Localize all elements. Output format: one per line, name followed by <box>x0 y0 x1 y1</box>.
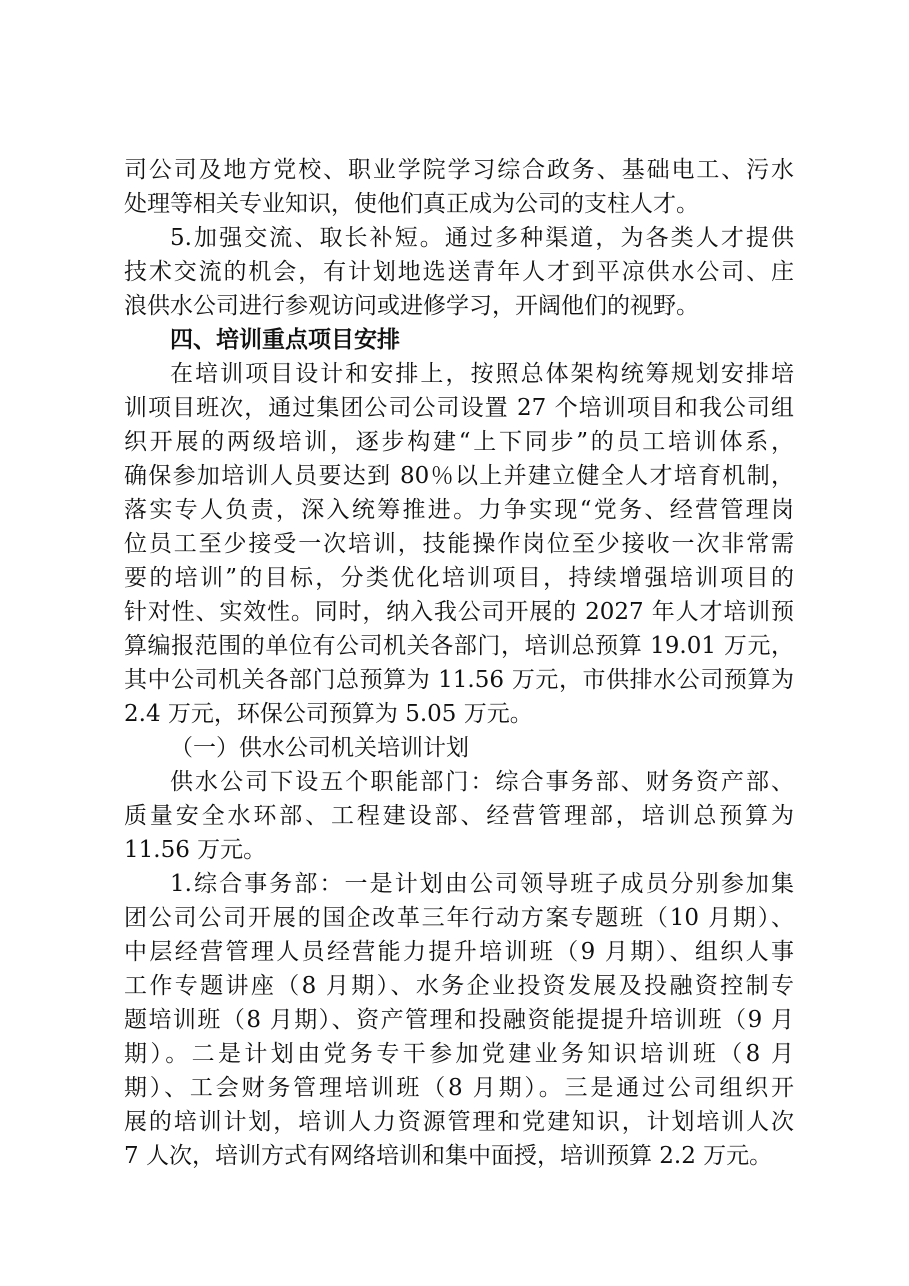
para5-line: 中层经营管理人员经营能力提升培训班（9 月期）、组织人事 <box>124 939 794 965</box>
para2-line: 浪供水公司进行参观访问或进修学习，开阔他们的视野。 <box>124 293 699 319</box>
para5-line: 展的培训计划，培训人力资源管理和党建知识，计划培训人次 <box>124 1109 794 1135</box>
para3-line: 要的培训”的目标，分类优化培训项目，持续增强培训项目的 <box>124 565 794 591</box>
para5-line: 期）。二是计划由党务专干参加党建业务知识培训班（8 月 <box>124 1041 794 1067</box>
para3-line: 落实专人负责，深入统筹推进。力争实现“党务、经营管理岗 <box>124 497 794 523</box>
para5-line: 期）、工会财务管理培训班（8 月期）。三是通过公司组织开 <box>124 1075 794 1101</box>
para5-line: 1.综合事务部：一是计划由公司领导班子成员分别参加集 <box>170 871 794 897</box>
para2-line: 技术交流的机会，有计划地选送青年人才到平凉供水公司、庄 <box>124 259 794 285</box>
para5-line: 7 人次，培训方式有网络培训和集中面授，培训预算 2.2 万元。 <box>124 1143 773 1169</box>
subsection-heading: （一）供水公司机关培训计划 <box>170 735 469 761</box>
para3-line: 位员工至少接受一次培训，技能操作岗位至少接收一次非常需 <box>124 531 794 557</box>
para3-line: 2.4 万元，环保公司预算为 5.05 万元。 <box>124 701 533 727</box>
para3-line: 训项目班次，通过集团公司公司设置 27 个培训项目和我公司组 <box>124 395 794 421</box>
para4-line: 11.56 万元。 <box>124 837 267 863</box>
para4-line: 质量安全水环部、工程建设部、经营管理部，培训总预算为 <box>124 803 794 829</box>
section-heading: 四、培训重点项目安排 <box>170 327 400 353</box>
para2-line: 5.加强交流、取长补短。通过多种渠道，为各类人才提供 <box>170 225 794 251</box>
para3-line: 针对性、实效性。同时，纳入我公司开展的 2027 年人才培训预 <box>124 599 794 625</box>
para3-line: 算编报范围的单位有公司机关各部门，培训总预算 19.01 万元， <box>124 633 794 659</box>
para1-line: 司公司及地方党校、职业学院学习综合政务、基础电工、污水 <box>124 157 794 183</box>
para5-line: 题培训班（8 月期）、资产管理和投融资能提提升培训班（9 月 <box>124 1007 794 1033</box>
para1-line: 处理等相关专业知识，使他们真正成为公司的支柱人才。 <box>124 191 699 217</box>
para5-line: 工作专题讲座（8 月期）、水务企业投资发展及投融资控制专 <box>124 973 794 999</box>
para3-line: 织开展的两级培训，逐步构建“上下同步”的员工培训体系， <box>124 429 794 455</box>
para5-line: 团公司公司开展的国企改革三年行动方案专题班（10 月期）、 <box>124 905 794 931</box>
para3-line: 确保参加培训人员要达到 80％以上并建立健全人才培育机制， <box>124 463 794 489</box>
para3-line: 其中公司机关各部门总预算为 11.56 万元，市供排水公司预算为 <box>124 667 794 693</box>
para4-line: 供水公司下设五个职能部门：综合事务部、财务资产部、 <box>170 769 794 795</box>
para3-line: 在培训项目设计和安排上，按照总体架构统筹规划安排培 <box>170 361 794 387</box>
